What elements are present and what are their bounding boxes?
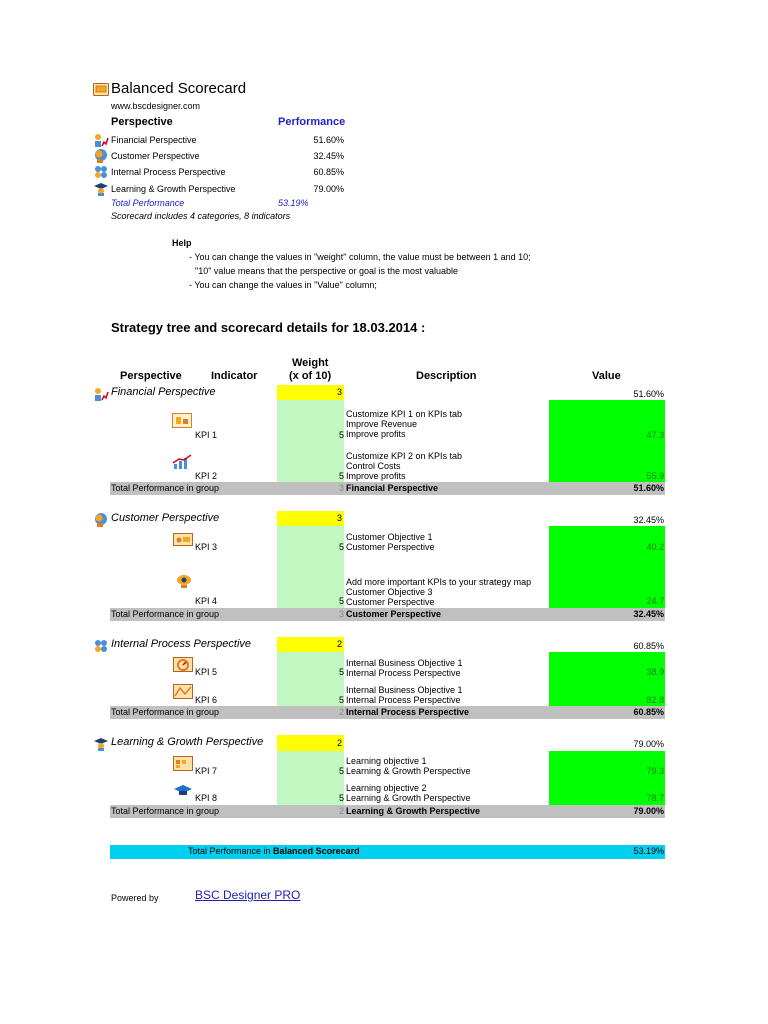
grand-total-label: Total Performance in Balanced Scorecard: [188, 846, 360, 856]
group-total-weight: 3: [339, 483, 345, 493]
summary-value-customer: 32.45%: [313, 151, 344, 161]
kpi-presentation-icon: [173, 533, 193, 548]
summary-name-learning: Learning & Growth Perspective: [111, 184, 236, 194]
kpi-value[interactable]: 82.8: [646, 695, 664, 705]
kpi-value[interactable]: 79.3: [646, 766, 664, 776]
customer-icon: [93, 512, 108, 527]
perspective-column-header: Perspective: [111, 116, 173, 128]
kpi-name: KPI 4: [195, 596, 218, 606]
process-icon: [93, 164, 108, 179]
kpi-weight[interactable]: 5: [338, 430, 344, 440]
group-total-row: [110, 482, 665, 495]
kpi-chart-icon: [172, 413, 192, 428]
kpi-growth-chart-icon: [172, 454, 192, 469]
learning-icon: [93, 181, 108, 196]
kpi-description: Internal Business Objective 1 Internal Process Perspective: [346, 658, 463, 678]
kpi-description: Add more important KPIs to your strategy map Customer Objective 3 Customer Perspective: [346, 577, 532, 607]
kpi-value[interactable]: 78.7: [646, 793, 664, 803]
group-total-name: Learning & Growth Perspective: [346, 806, 481, 816]
column-header-perspective: Perspective: [120, 370, 182, 382]
finance-icon: [93, 386, 108, 401]
kpi-value[interactable]: 55.9: [646, 471, 664, 481]
kpi-description: Learning objective 1 Learning & Growth Perspective: [346, 756, 471, 776]
kpi-name: KPI 6: [195, 695, 218, 705]
help-line-3: - You can change the values in "Value" column;: [189, 280, 377, 290]
kpi-weight-cell: [277, 400, 344, 482]
group-title-customer: Customer Perspective: [111, 512, 220, 524]
group-total-row: [110, 608, 665, 621]
total-performance-value: 53.19%: [278, 198, 309, 208]
grand-total-value: 53.19%: [633, 846, 664, 856]
kpi-weight[interactable]: 5: [338, 471, 344, 481]
group-total-value: 60.85%: [633, 707, 664, 717]
group-title-learning: Learning & Growth Perspective: [111, 736, 264, 748]
kpi-name: KPI 5: [195, 667, 218, 677]
kpi-weight[interactable]: 5: [338, 695, 344, 705]
column-header-weight: Weight: [292, 357, 329, 369]
kpi-gauge-icon: [173, 657, 193, 672]
group-value-financial: 51.60%: [633, 389, 664, 399]
kpi-weight[interactable]: 5: [338, 667, 344, 677]
kpi-description: Customer Objective 1 Customer Perspective: [346, 532, 435, 552]
group-value-learning: 79.00%: [633, 739, 664, 749]
kpi-name: KPI 2: [195, 471, 218, 481]
kpi-name: KPI 8: [195, 793, 218, 803]
group-title-financial: Financial Perspective: [111, 386, 216, 398]
scorecard-includes-text: Scorecard includes 4 categories, 8 indicators: [111, 211, 291, 221]
kpi-value-cell: [549, 400, 665, 482]
summary-name-customer: Customer Perspective: [111, 151, 200, 161]
summary-name-process: Internal Process Perspective: [111, 167, 226, 177]
summary-name-financial: Financial Perspective: [111, 135, 197, 145]
column-header-weight-scale: (x of 10): [289, 370, 332, 382]
group-total-label: Total Performance in group: [111, 707, 220, 717]
group-total-value: 51.60%: [633, 483, 664, 493]
column-header-indicator: Indicator: [211, 370, 258, 382]
help-line-2: "10" value means that the perspective or goal is the most valuable: [195, 266, 459, 276]
kpi-value[interactable]: 24.7: [646, 596, 664, 606]
kpi-description: Customize KPI 1 on KPIs tab Improve Revenue Improve profits: [346, 409, 463, 439]
group-value-process: 60.85%: [633, 641, 664, 651]
group-total-weight: 2: [339, 806, 345, 816]
group-weight-financial[interactable]: 3: [277, 385, 344, 400]
kpi-eye-icon: [176, 574, 196, 589]
total-performance-label: Total Performance: [111, 198, 185, 208]
kpi-description: Internal Business Objective 1 Internal Process Perspective: [346, 685, 463, 705]
website-text: www.bscdesigner.com: [111, 101, 201, 111]
kpi-weight[interactable]: 5: [338, 766, 344, 776]
summary-value-learning: 79.00%: [313, 184, 344, 194]
group-total-row: [110, 805, 665, 818]
kpi-graduation-cap-icon: [173, 783, 193, 798]
group-total-label: Total Performance in group: [111, 609, 220, 619]
learning-icon: [93, 736, 108, 751]
kpi-value[interactable]: 38.9: [646, 667, 664, 677]
kpi-value[interactable]: 47.3: [646, 430, 664, 440]
group-total-name: Financial Perspective: [346, 483, 439, 493]
group-total-weight: 2: [339, 707, 345, 717]
kpi-flowchart-icon: [173, 684, 193, 699]
kpi-weight[interactable]: 5: [338, 596, 344, 606]
group-total-row: [110, 706, 665, 719]
help-title: Help: [172, 238, 192, 248]
group-weight-learning[interactable]: 2: [277, 735, 344, 751]
group-total-value: 32.45%: [633, 609, 664, 619]
process-icon: [93, 638, 108, 653]
group-total-weight: 3: [339, 609, 345, 619]
performance-column-header: Performance: [278, 116, 346, 128]
customer-icon: [93, 148, 108, 163]
summary-value-process: 60.85%: [313, 167, 344, 177]
kpi-name: KPI 3: [195, 542, 218, 552]
powered-by-text: Powered by: [111, 893, 159, 903]
group-total-label: Total Performance in group: [111, 483, 220, 493]
kpi-calendar-icon: [173, 756, 193, 771]
details-heading: Strategy tree and scorecard details for 18.03.2014 :: [111, 320, 426, 335]
help-line-1: - You can change the values in "weight" column, the value must be between 1 and 10;: [189, 252, 531, 262]
group-value-customer: 32.45%: [633, 515, 664, 525]
group-total-name: Customer Perspective: [346, 609, 442, 619]
bsc-designer-link[interactable]: BSC Designer PRO: [195, 888, 301, 902]
summary-value-financial: 51.60%: [313, 135, 344, 145]
column-header-value: Value: [592, 370, 621, 382]
kpi-weight[interactable]: 5: [338, 542, 344, 552]
kpi-description: Learning objective 2 Learning & Growth Perspective: [346, 783, 471, 803]
group-weight-customer[interactable]: 3: [277, 511, 344, 526]
kpi-description: Customize KPI 2 on KPIs tab Control Costs Improve profits: [346, 451, 463, 481]
kpi-weight[interactable]: 5: [338, 793, 344, 803]
scorecard-logo-icon: [93, 83, 109, 96]
kpi-name: KPI 7: [195, 766, 218, 776]
column-header-description: Description: [416, 370, 477, 382]
finance-icon: [93, 132, 108, 147]
group-title-process: Internal Process Perspective: [111, 638, 252, 650]
group-total-label: Total Performance in group: [111, 806, 220, 816]
kpi-value[interactable]: 40.2: [646, 542, 664, 552]
page-title: Balanced Scorecard: [111, 80, 247, 97]
group-weight-process[interactable]: 2: [277, 637, 344, 652]
group-total-value: 79.00%: [633, 806, 664, 816]
group-total-name: Internal Process Perspective: [346, 707, 470, 717]
kpi-name: KPI 1: [195, 430, 218, 440]
grand-total-row: [110, 845, 665, 859]
